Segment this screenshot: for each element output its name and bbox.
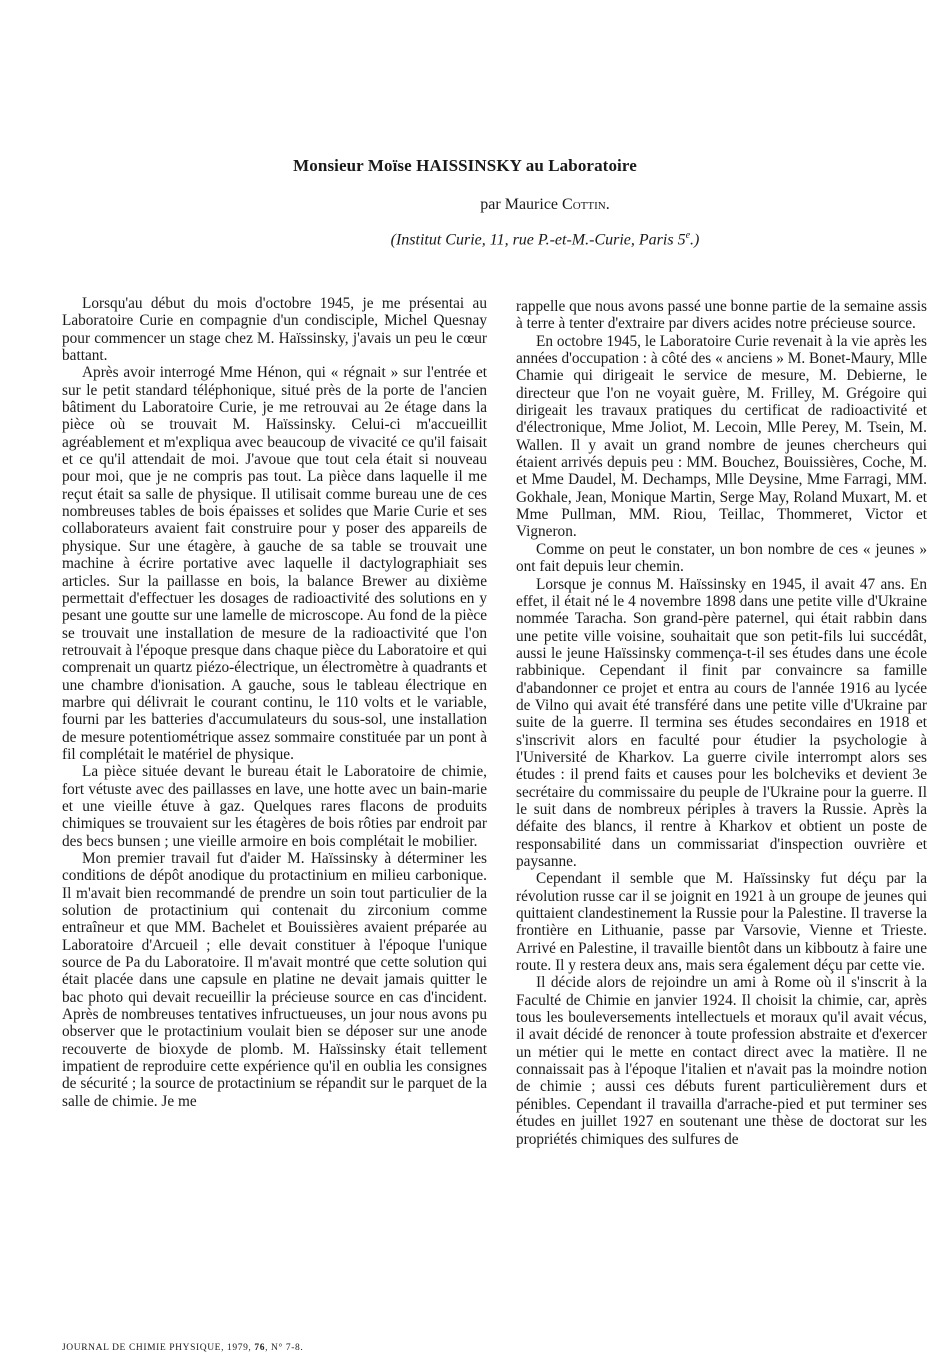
paragraph: En octobre 1945, le Laboratoire Curie revenait à la vie après les années d'occupation : à côté des « anciens » M. Bonet-Maury, Mlle Chamie qui dirigeait le service de mesure, M. Debierne, le directeur que l'on ne voyait guère, M. Frilley, M. Grégoire qui dirigeait les travaux pratiques du certificat de radioactivité et d'électronique, Mme Joliot, M. Lecoin, Mlle Perey, M. Tsein, M. Wallen. Il y avait un grand nombre de jeunes chercheurs qui étaient arrivés depuis peu : MM. Bouchez, Bouissières, Coche, M. et Mme Daudel, M. Dechamps, Mlle Deysine, Mme Farragi, MM. Gokhale, Jean, Monique Martin, Serge May, Roland Muxart, M. et Mme Pullman, MM. Riou, Teillac, Thommeret, Victor et Vigneron.: [516, 332, 927, 541]
paragraph: Après avoir interrogé Mme Hénon, qui « régnait » sur l'entrée et sur le petit standard téléphonique, situé près de la porte de l'ancien bâtiment du Laboratoire Curie, je me retrouvai au 2e étage dans la pièce où se trouvait M. Haïssinsky. Celui-ci m'accueillit agréablement et m'expliqua avec beaucoup de vivacité ce qu'il faisait et ce qu'il attendait de moi. J'avoue que tout cela était si nouveau pour moi, que je ne compris pas tout. La pièce dans laquelle il me reçut était sa salle de physique. Il utilisait comme bureau une de ces nombreuses tables de bois épaisses et solides que Marie Curie et ses collaborateurs avaient fait construire pour y poser des appareils de physique. Sur une étagère, à gauche de sa table se trouvait une machine à écrire portative avec laquelle il dactylographiait ses articles. Sur la paillasse en bois, la balance Brewer au dixième permettait d'effectuer les dosages de radioactivité des solutions en y pesant une goutte sur une lamelle de microscope. Au fond de la pièce se trouvait une installation de mesure de la radioactivité que l'on retrouvait à l'époque presque dans chaque pièce du Laboratoire et qui comprenait un quartz piézo-électrique, un électromètre à quadrants et une chambre d'ionisation. A gauche, sous le tableau électrique en marbre qui délivrait le courant continu, le 110 volts et le variable, fourni par les batteries d'accumulateurs du sous-sol, une installation de mesure potentiométrique assez sommaire constituée par un pont à fil complétait le matériel de physique.: [62, 364, 487, 763]
right-column: [516, 298, 927, 1148]
paragraph-continuation: rappelle que nous avons passé une bonne partie de la semaine assis à terre à tenter d'extraire par divers acides notre précieuse source.: [516, 298, 927, 333]
paragraph: Il décide alors de rejoindre un ami à Rome où il s'inscrit à la Faculté de Chimie en janvier 1924. Il choisit la chimie, car, après tous les bouleversements intellectuels et moraux qu'il avait vécus, il avait décidé de renoncer à toute profession abstraite et d'exercer un métier qui le mette en contact direct avec la matière. Il ne connaissait pas à l'époque l'italien et n'avait pas la moindre notion de chimie ; aussi ces débuts furent particulièrement durs et pénibles. Cependant il travailla d'arrache-pied et put terminer ses études en juillet 1927 en soutenant une thèse de doctorat sur les propriétés chimiques des sulfures de: [516, 974, 927, 1148]
journal-volume: 76: [254, 1343, 266, 1353]
author-suffix: .: [605, 196, 610, 213]
author-affiliation: [0, 230, 930, 249]
paragraph: Cependant il semble que M. Haïssinsky fut déçu par la révolution russe car il se joignit en 1921 à un groupe de jeunes qui quittaient clandestinement la Russie pour la Palestine. Il traverse la frontière en Lithuanie, passe par Varsovie, Vienne et Trieste. Arrivé en Palestine, il travaille bientôt dans un kibboutz à faire une route. Il y restera deux ans, mais sera également déçu par cette vie.: [516, 870, 927, 975]
paragraph: La pièce située devant le bureau était le Laboratoire de chimie, fort vétuste avec des paillasses en lave, une hotte avec un bain-marie et une vieille étuve à gaz. Quelques rares flacons de produits chimiques se trouvaient sur les étagères de bois rôties par endroit par des becs bunsen ; une vieille armoire en bois complétait le mobilier.: [62, 763, 487, 850]
affiliation-superscript: e: [685, 230, 691, 241]
journal-name: JOURNAL DE CHIMIE PHYSIQUE, 1979,: [62, 1343, 255, 1353]
paragraph: Comme on peut le constater, un bon nombre de ces « jeunes » ont fait depuis leur chemin.: [516, 540, 927, 576]
author-surname: Cottin: [562, 196, 606, 213]
author-prefix: par Maurice: [480, 196, 563, 213]
paragraph: Lorsqu'au début du mois d'octobre 1945, je me présentai au Laboratoire Curie en compagnie d'un condisciple, Michel Quesnay pour commencer un stage chez M. Haïssinsky, j'avais un peu le cœur battant.: [62, 295, 487, 365]
journal-footer: [62, 1343, 303, 1353]
article-author: [0, 196, 930, 214]
paragraph: Mon premier travail fut d'aider M. Haïssinsky à déterminer les conditions de dépôt anodique du protactinium en milieu carbonique. Il m'avait bien recommandé de prendre un soin tout particulier de la solution de protactinium qui contenait du zirconium comme entraîneur et que MM. Bachelet et Bouissières avaient préparée au Laboratoire d'Arcueil ; elle devait constituer à l'époque l'unique source de Pa du Laboratoire. Il m'avait montré que cette solution qui était placée dans une capsule en platine ne devait jamais quitter le bac photo qui devait recueillir la précieuse source en cas d'incident. Après de nombreuses tentatives infructueuses, un jour nous avons pu observer que le protactinium voulait bien se déposer sur une anode recouverte de bioxyde de plomb. M. Haïssinsky était tellement impatient de reproduire cette expérience qu'il en oublia les consignes de sécurité ; la source de protactinium se répandit sur le parquet de la salle de chimie. Je me: [62, 850, 487, 1110]
affiliation-end: .): [690, 231, 700, 249]
paragraph: Lorsque je connus M. Haïssinsky en 1945, il avait 47 ans. En effet, il était né le 4 novembre 1898 dans une petite ville d'Ukraine nommée Taracha. Son grand-père paternel, qui était rabbin dans une petite ville voisine, souhaitait que son petit-fils lui succédât, aussi le jeune Haïssinsky commença-t-il ses études dans une école rabbinique. Cependant il finit par convaincre sa famille d'abandonner ce projet et entra au cours de l'année 1916 au lycée de Vilno qui avait été transféré dans une petite ville d'Ukraine par suite de la guerre. Il termina ses études secondaires en 1918 et s'inscrivit alors en faculté pour étudier la psychologie à l'Université de Kharkov. La guerre civile interrompt alors ses études : il prend faits et causes pour les bolcheviks et devient 3e secrétaire du commissaire du peuple de l'Ukraine pour la guerre. Il le suit dans de nombreux périples à travers la Russie. Après la défaite des blancs, il rentre à Kharkov et obtient un poste de responsabilité dans un commissariat d'inspection ouvrière et paysanne.: [516, 575, 927, 870]
journal-issue: , N° 7-8.: [265, 1343, 304, 1353]
affiliation-text: (Institut Curie, 11, rue P.-et-M.-Curie, Paris 5: [390, 231, 686, 249]
article-title: Monsieur Moïse HAISSINSKY au Laboratoire: [293, 156, 637, 175]
left-column: [62, 295, 487, 1110]
